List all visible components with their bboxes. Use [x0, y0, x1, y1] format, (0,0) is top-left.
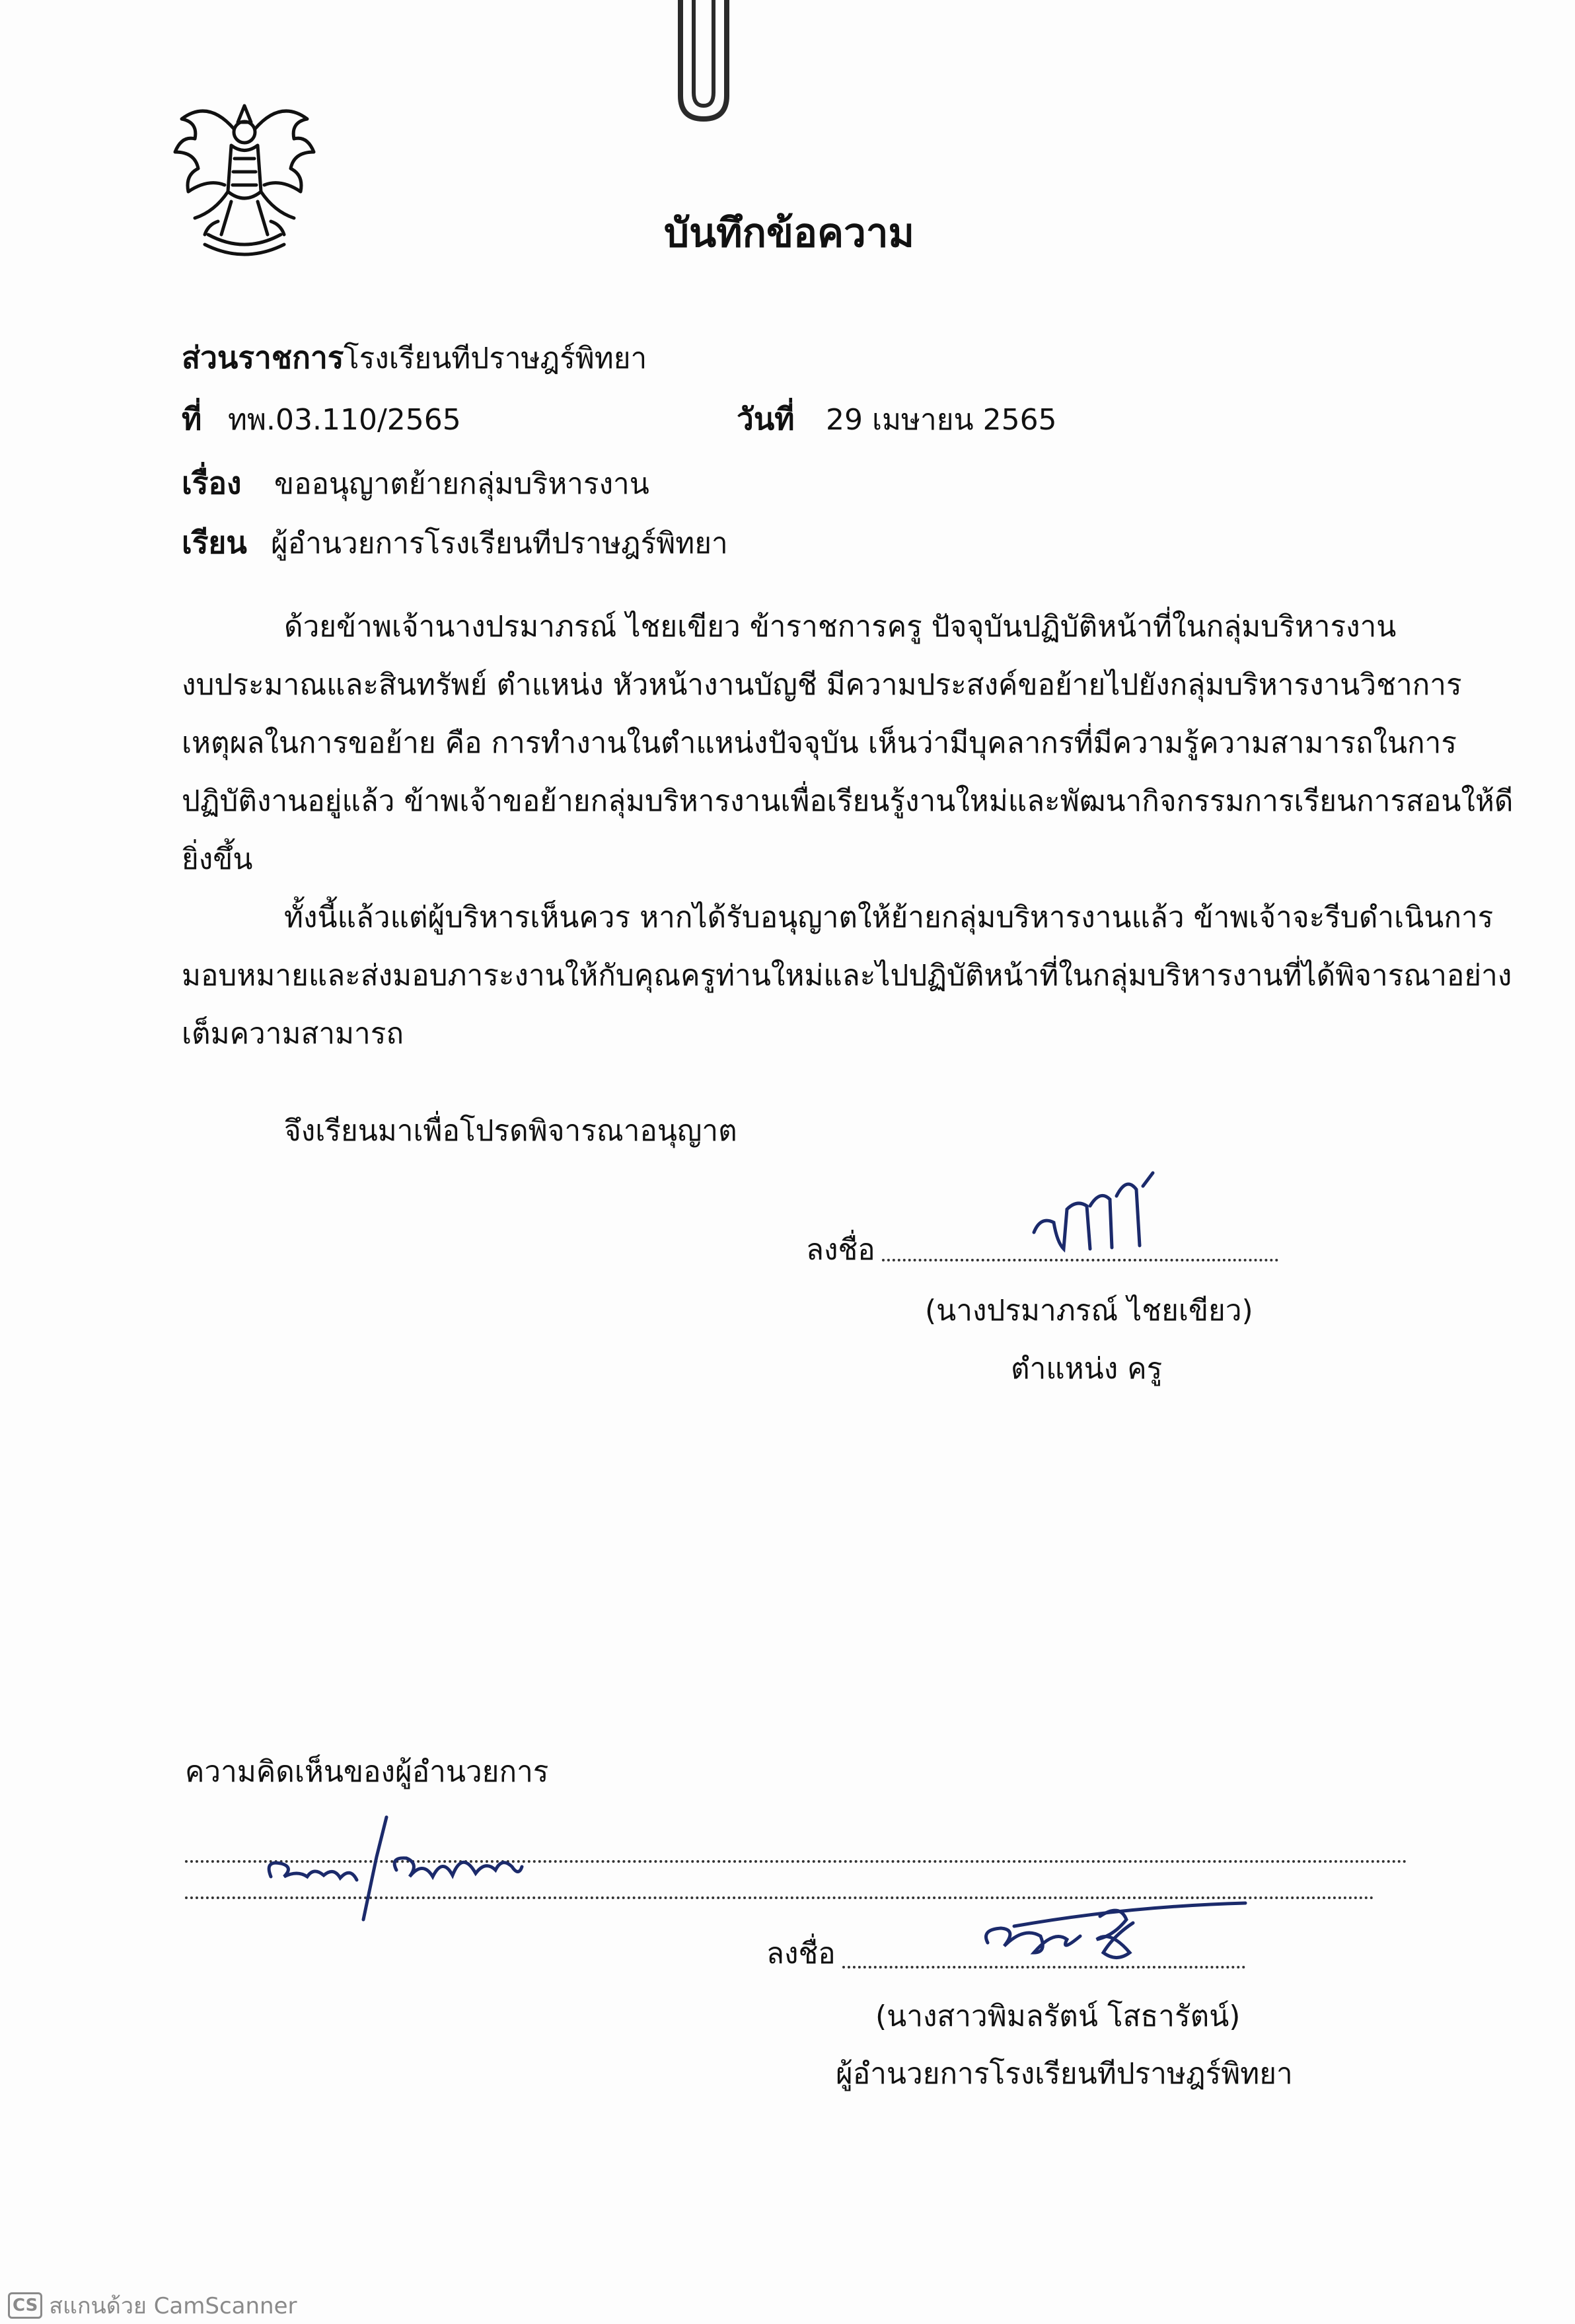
director-name: (นางสาวพิมลรัตน์ โสธารัตน์): [875, 2000, 1241, 2033]
subject-value: ขออนุญาตย้ายกลุ่มบริหารงาน: [274, 467, 649, 501]
paragraph-line: ด้วยข้าพเจ้านางปรมาภรณ์ ไชยเขียว ข้าราชการครู ปัจจุบันปฏิบัติหน้าที่ในกลุ่มบริหารงาน: [284, 610, 1397, 644]
document-title: บันทึกข้อความ: [664, 210, 915, 256]
to-label: เรียน: [182, 525, 247, 560]
signer-signature-icon: [1027, 1170, 1173, 1262]
agency-value: โรงเรียนทีปราษฎร์พิทยา: [344, 342, 647, 375]
garuda-emblem-icon: [168, 93, 320, 264]
to-value: ผู้อำนวยการโรงเรียนทีปราษฎร์พิทยา: [271, 527, 728, 560]
date-label: วันที่: [737, 401, 795, 437]
paragraph-line: เต็มความสามารถ: [182, 1017, 404, 1051]
signer-name: (นางปรมาภรณ์ ไชยเขียว): [925, 1294, 1253, 1328]
subject-label: เรื่อง: [182, 465, 242, 501]
closing-text: จึงเรียนมาเพื่อโปรดพิจารณาอนุญาต: [284, 1114, 737, 1148]
paragraph-line: ทั้งนี้แล้วแต่ผู้บริหารเห็นควร หากได้รับอนุญาตให้ย้ายกลุ่มบริหารงานแล้ว ข้าพเจ้าจะรีบดำเนินการ: [284, 901, 1494, 934]
paragraph-line: ปฏิบัติงานอยู่แล้ว ข้าพเจ้าขอย้ายกลุ่มบริหารงานเพื่อเรียนรู้งานใหม่และพัฒนากิจกรรมการเรียนการสอนให้ดี: [182, 784, 1514, 818]
director-position: ผู้อำนวยการโรงเรียนทีปราษฎร์พิทยา: [836, 2057, 1293, 2091]
camscanner-icon: CS: [8, 2292, 42, 2319]
agency-label: ส่วนราชการ: [182, 340, 344, 375]
director-opinion-label: ความคิดเห็นของผู้อำนวยการ: [185, 1755, 549, 1789]
body-paragraph-1: [182, 598, 1514, 889]
camscanner-footer: [8, 2288, 297, 2323]
camscanner-text: สแกนด้วย CamScanner: [49, 2293, 297, 2319]
signer-sign-label: ลงชื่อ: [806, 1233, 875, 1267]
paragraph-line: ยิ่งขึ้น: [182, 843, 253, 876]
paragraph-line: มอบหมายและส่งมอบภาระงานให้กับคุณครูท่านใหม่และไปปฏิบัติหน้าที่ในกลุ่มบริหารงานที่ได้พิจารณาอย่าง: [182, 959, 1512, 993]
date-value: 29 เมษายน 2565: [826, 403, 1057, 437]
paragraph-line: งบประมาณและสินทรัพย์ ตำแหน่ง หัวหน้างานบัญชี มีความประสงค์ขอย้ายไปยังกลุ่มบริหารงานวิชาการ: [182, 668, 1462, 702]
director-sign-label: ลงชื่อ: [766, 1937, 836, 1970]
director-handwritten-note: [258, 1804, 555, 1930]
ref-label: ที่: [182, 401, 202, 437]
body-paragraph-2: [182, 889, 1512, 1063]
director-signature-icon: [968, 1890, 1259, 1976]
paragraph-line: เหตุผลในการขอย้าย คือ การทำงานในตำแหน่งปัจจุบัน เห็นว่ามีบุคลากรที่มีความรู้ความสามารถในการ: [182, 726, 1457, 760]
ref-value: ทพ.03.110/2565: [228, 403, 461, 437]
paper-clip-icon: [657, 0, 756, 132]
signer-position: ตำแหน่ง ครู: [1011, 1352, 1163, 1386]
